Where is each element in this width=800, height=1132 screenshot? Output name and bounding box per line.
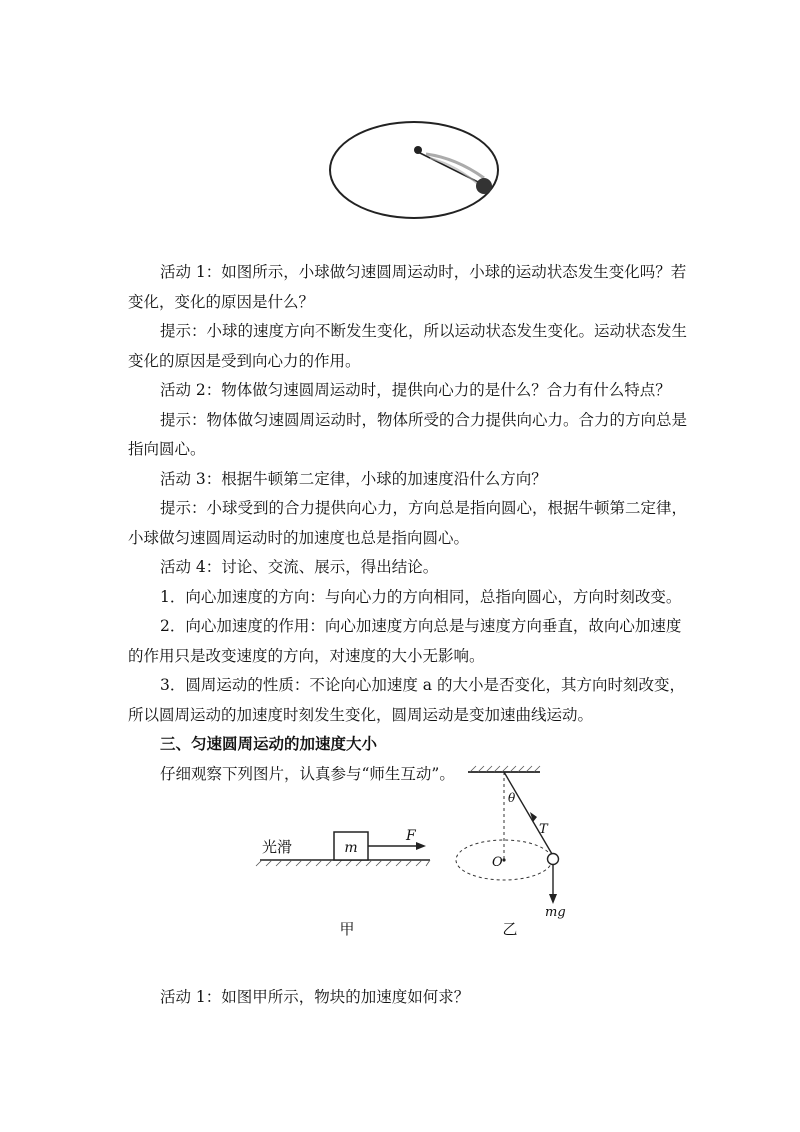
string-line [504, 772, 552, 854]
ground-hatching [256, 860, 430, 866]
paragraph-hint-1: 提示：小球的速度方向不断发生变化，所以运动状态发生变化。运动状态发生变化的原因是受到向心力的作用。 [128, 322, 688, 370]
weight-label: mg [545, 905, 566, 920]
paragraph-hint-3: 提示：小球受到的合力提供向心力，方向总是指向圆心，根据牛顿第二定律，小球做匀速圆周运动时的加速度也总是指向圆心。 [128, 499, 688, 547]
tension-label: T [539, 822, 548, 837]
section-heading: 三、匀速圆周运动的加速度大小 [160, 735, 378, 753]
bob [548, 854, 559, 865]
diagram-jia [256, 828, 430, 938]
force-label: F [406, 828, 416, 844]
caption-yi: 乙 [502, 920, 518, 938]
ceiling-hatching [470, 766, 540, 772]
circular-motion-figure [326, 98, 508, 224]
paragraph-final: 活动 1：如图甲所示，物块的加速度如何求？ [160, 988, 470, 1006]
force-diagrams-figure [250, 756, 580, 948]
body-text-lower [128, 983, 688, 1013]
center-point [502, 858, 505, 861]
block-mass-label: m [344, 840, 358, 856]
ball [476, 178, 492, 194]
paragraph-activity-4: 活动 4：讨论、交流、展示，得出结论。 [160, 558, 439, 576]
motion-streak [426, 154, 484, 178]
paragraph-conclusion-2: 2．向心加速度的作用：向心加速度方向总是与速度方向垂直，故向心加速度的作用只是改变速度的方向，对速度的大小无影响。 [128, 617, 682, 665]
center-label: O [492, 855, 503, 870]
intro-text: 仔细观察下列图片，认真参与“师生互动”。 [160, 764, 455, 783]
caption-jia: 甲 [339, 920, 355, 938]
surface-label: 光滑 [262, 838, 293, 856]
weight-arrowhead [549, 894, 557, 904]
paragraph-conclusion-3: 3．圆周运动的性质：不论向心加速度 a 的大小是否变化，其方向时刻改变，所以圆周运动的加速度时刻发生变化，圆周运动是变加速曲线运动。 [128, 676, 685, 724]
angle-label: θ [508, 791, 516, 805]
body-text [128, 258, 688, 789]
paragraph-hint-2: 提示：物体做匀速圆周运动时，物体所受的合力提供向心力。合力的方向总是指向圆心。 [128, 410, 688, 458]
diagram-yi [456, 766, 566, 938]
paragraph-activity-2: 活动 2：物体做匀速圆周运动时，提供向心力的是什么？合力有什么特点？ [160, 381, 671, 399]
paragraph-activity-1: 活动 1：如图所示，小球做匀速圆周运动时，小球的运动状态发生变化吗？若变化，变化的原因是什么？ [128, 263, 687, 311]
paragraph-conclusion-1: 1．向心加速度的方向：与向心力的方向相同，总指向圆心，方向时刻改变。 [160, 587, 682, 606]
paragraph-activity-3: 活动 3：根据牛顿第二定律，小球的加速度沿什么方向？ [160, 469, 547, 488]
force-arrowhead [416, 842, 426, 850]
